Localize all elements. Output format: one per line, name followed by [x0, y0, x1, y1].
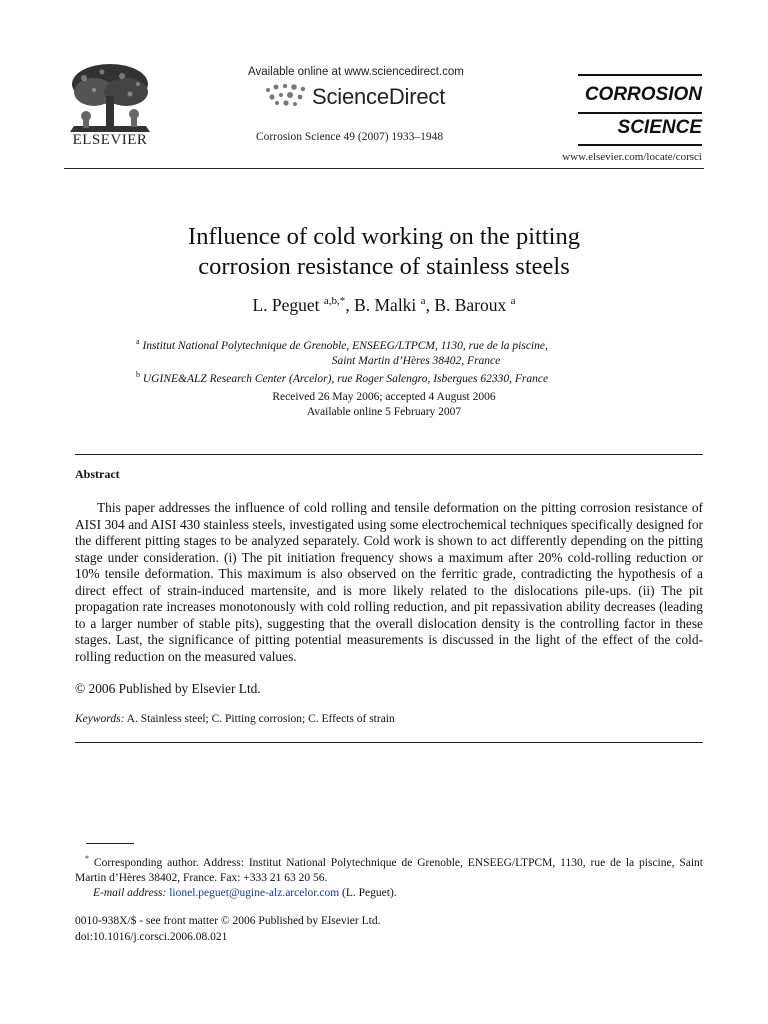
- doi-link[interactable]: doi:10.1016/j.corsci.2006.08.021: [75, 931, 228, 943]
- affiliation-mark: b: [136, 370, 140, 379]
- journal-logo-bottom-rule: [578, 144, 702, 146]
- issn-line: 0010-938X/$ - see front matter © 2006 Published by Elsevier Ltd.: [75, 915, 381, 927]
- publisher-name: ELSEVIER: [72, 132, 148, 148]
- footnote-rule: [86, 843, 134, 844]
- journal-logo: [582, 78, 702, 144]
- elsevier-tree-logo: [64, 62, 156, 134]
- journal-logo-top-rule: [578, 74, 702, 76]
- front-matter-info: [75, 913, 380, 945]
- abstract-copyright: © 2006 Published by Elsevier Ltd.: [75, 681, 261, 696]
- affiliation-a: [136, 334, 656, 369]
- author-separator: ,: [345, 295, 355, 315]
- received-date: Received 26 May 2006; accepted 4 August 2006: [272, 391, 496, 403]
- email-label: E-mail address:: [93, 886, 167, 899]
- email-link[interactable]: lionel.peguet@ugine-alz.arcelor.com: [169, 886, 340, 899]
- author-name: L. Peguet: [252, 295, 320, 315]
- online-date: Available online 5 February 2007: [306, 406, 462, 418]
- keywords-line: [75, 713, 395, 725]
- affiliation-text: Institut National Polytechnique de Grenoble, ENSEEG/LTPCM, 1130, rue de la piscine,: [142, 339, 548, 352]
- sciencedirect-dots-icon: [262, 82, 310, 108]
- paper-title: [64, 222, 704, 282]
- paper-title-line2: corrosion resistance of stainless steels: [198, 253, 570, 280]
- author-separator: ,: [425, 295, 435, 315]
- keywords-label: Keywords:: [75, 713, 125, 725]
- author-name: B. Malki: [354, 295, 417, 315]
- header-divider: [64, 168, 704, 169]
- author-name: B. Baroux: [434, 295, 507, 315]
- journal-logo-line1: CORROSION: [584, 84, 702, 105]
- keywords-text: A. Stainless steel; C. Pitting corrosion; C. Effects of strain: [126, 713, 395, 725]
- paper-title-line1: Influence of cold working on the pitting: [188, 223, 580, 250]
- affiliation-text: Saint Martin d’Hères 38402, France: [331, 354, 501, 367]
- journal-logo-line2: SCIENCE: [617, 117, 702, 138]
- abstract-heading: Abstract: [75, 467, 120, 481]
- author-list: [64, 295, 704, 316]
- journal-logo-mid-rule: [578, 112, 702, 114]
- author-affil-mark: a,b,*: [323, 295, 346, 308]
- journal-citation: Corrosion Science 49 (2007) 1933–1948: [256, 131, 444, 143]
- author-affil-mark: a: [510, 295, 516, 308]
- footnote-text: Corresponding author. Address: Institut National Polytechnique de Grenoble, ENSEEG/LTPCM, 1130, rue de la piscine, Saint Martin d’Hères 38402, France. Fax: +333 21 63 20 56.: [75, 856, 704, 884]
- email-suffix: (L. Peguet).: [342, 886, 397, 899]
- affiliation-text: UGINE&ALZ Research Center (Arcelor), rue Roger Salengro, Isbergues 62330, France: [142, 372, 549, 385]
- affiliation-b: [136, 367, 656, 387]
- affiliation-mark: a: [136, 337, 140, 346]
- abstract-top-rule: [75, 454, 703, 455]
- abstract-bottom-rule: [75, 742, 703, 743]
- abstract-body: This paper addresses the influence of cold rolling and tensile deformation on the pitting corrosion resistance of AISI 304 and AISI 430 stainless steels, investigated using some electrochemical techniques specifically designed for the different pitting stages to be analyzed separately. Cold work is shown to act differently depending on the pitting stage under consideration. (i) The pit initiation frequency shows a maximum after 20% cold-rolling reduction or 10% tensile deformation. This maximum is also observed on the ferritic grade, contradicting the hypothesis of a direct effect of strain-induced martensite, and is more likely related to the dislocations pile-ups. (ii) The pit propagation rate increases monotonously with cold rolling reduction, and pit repassivation ability decreases (leading to a larger number of stable pits), suggesting that the overall dislocation density is the controlling factor in these stages. Last, the significance of pitting potential measurements is discussed in the light of the effect of the cold-rolling reduction on the measured values.: [75, 500, 703, 664]
- author-affil-mark: a: [420, 295, 426, 308]
- sciencedirect-name: ScienceDirect: [312, 84, 446, 109]
- article-dates: [64, 390, 704, 420]
- corresponding-author-footnote: [75, 851, 703, 901]
- footnote-mark: *: [85, 854, 89, 863]
- sciencedirect-tagline[interactable]: Available online at www.sciencedirect.com: [248, 66, 464, 78]
- journal-url-link[interactable]: www.elsevier.com/locate/corsci: [562, 151, 702, 163]
